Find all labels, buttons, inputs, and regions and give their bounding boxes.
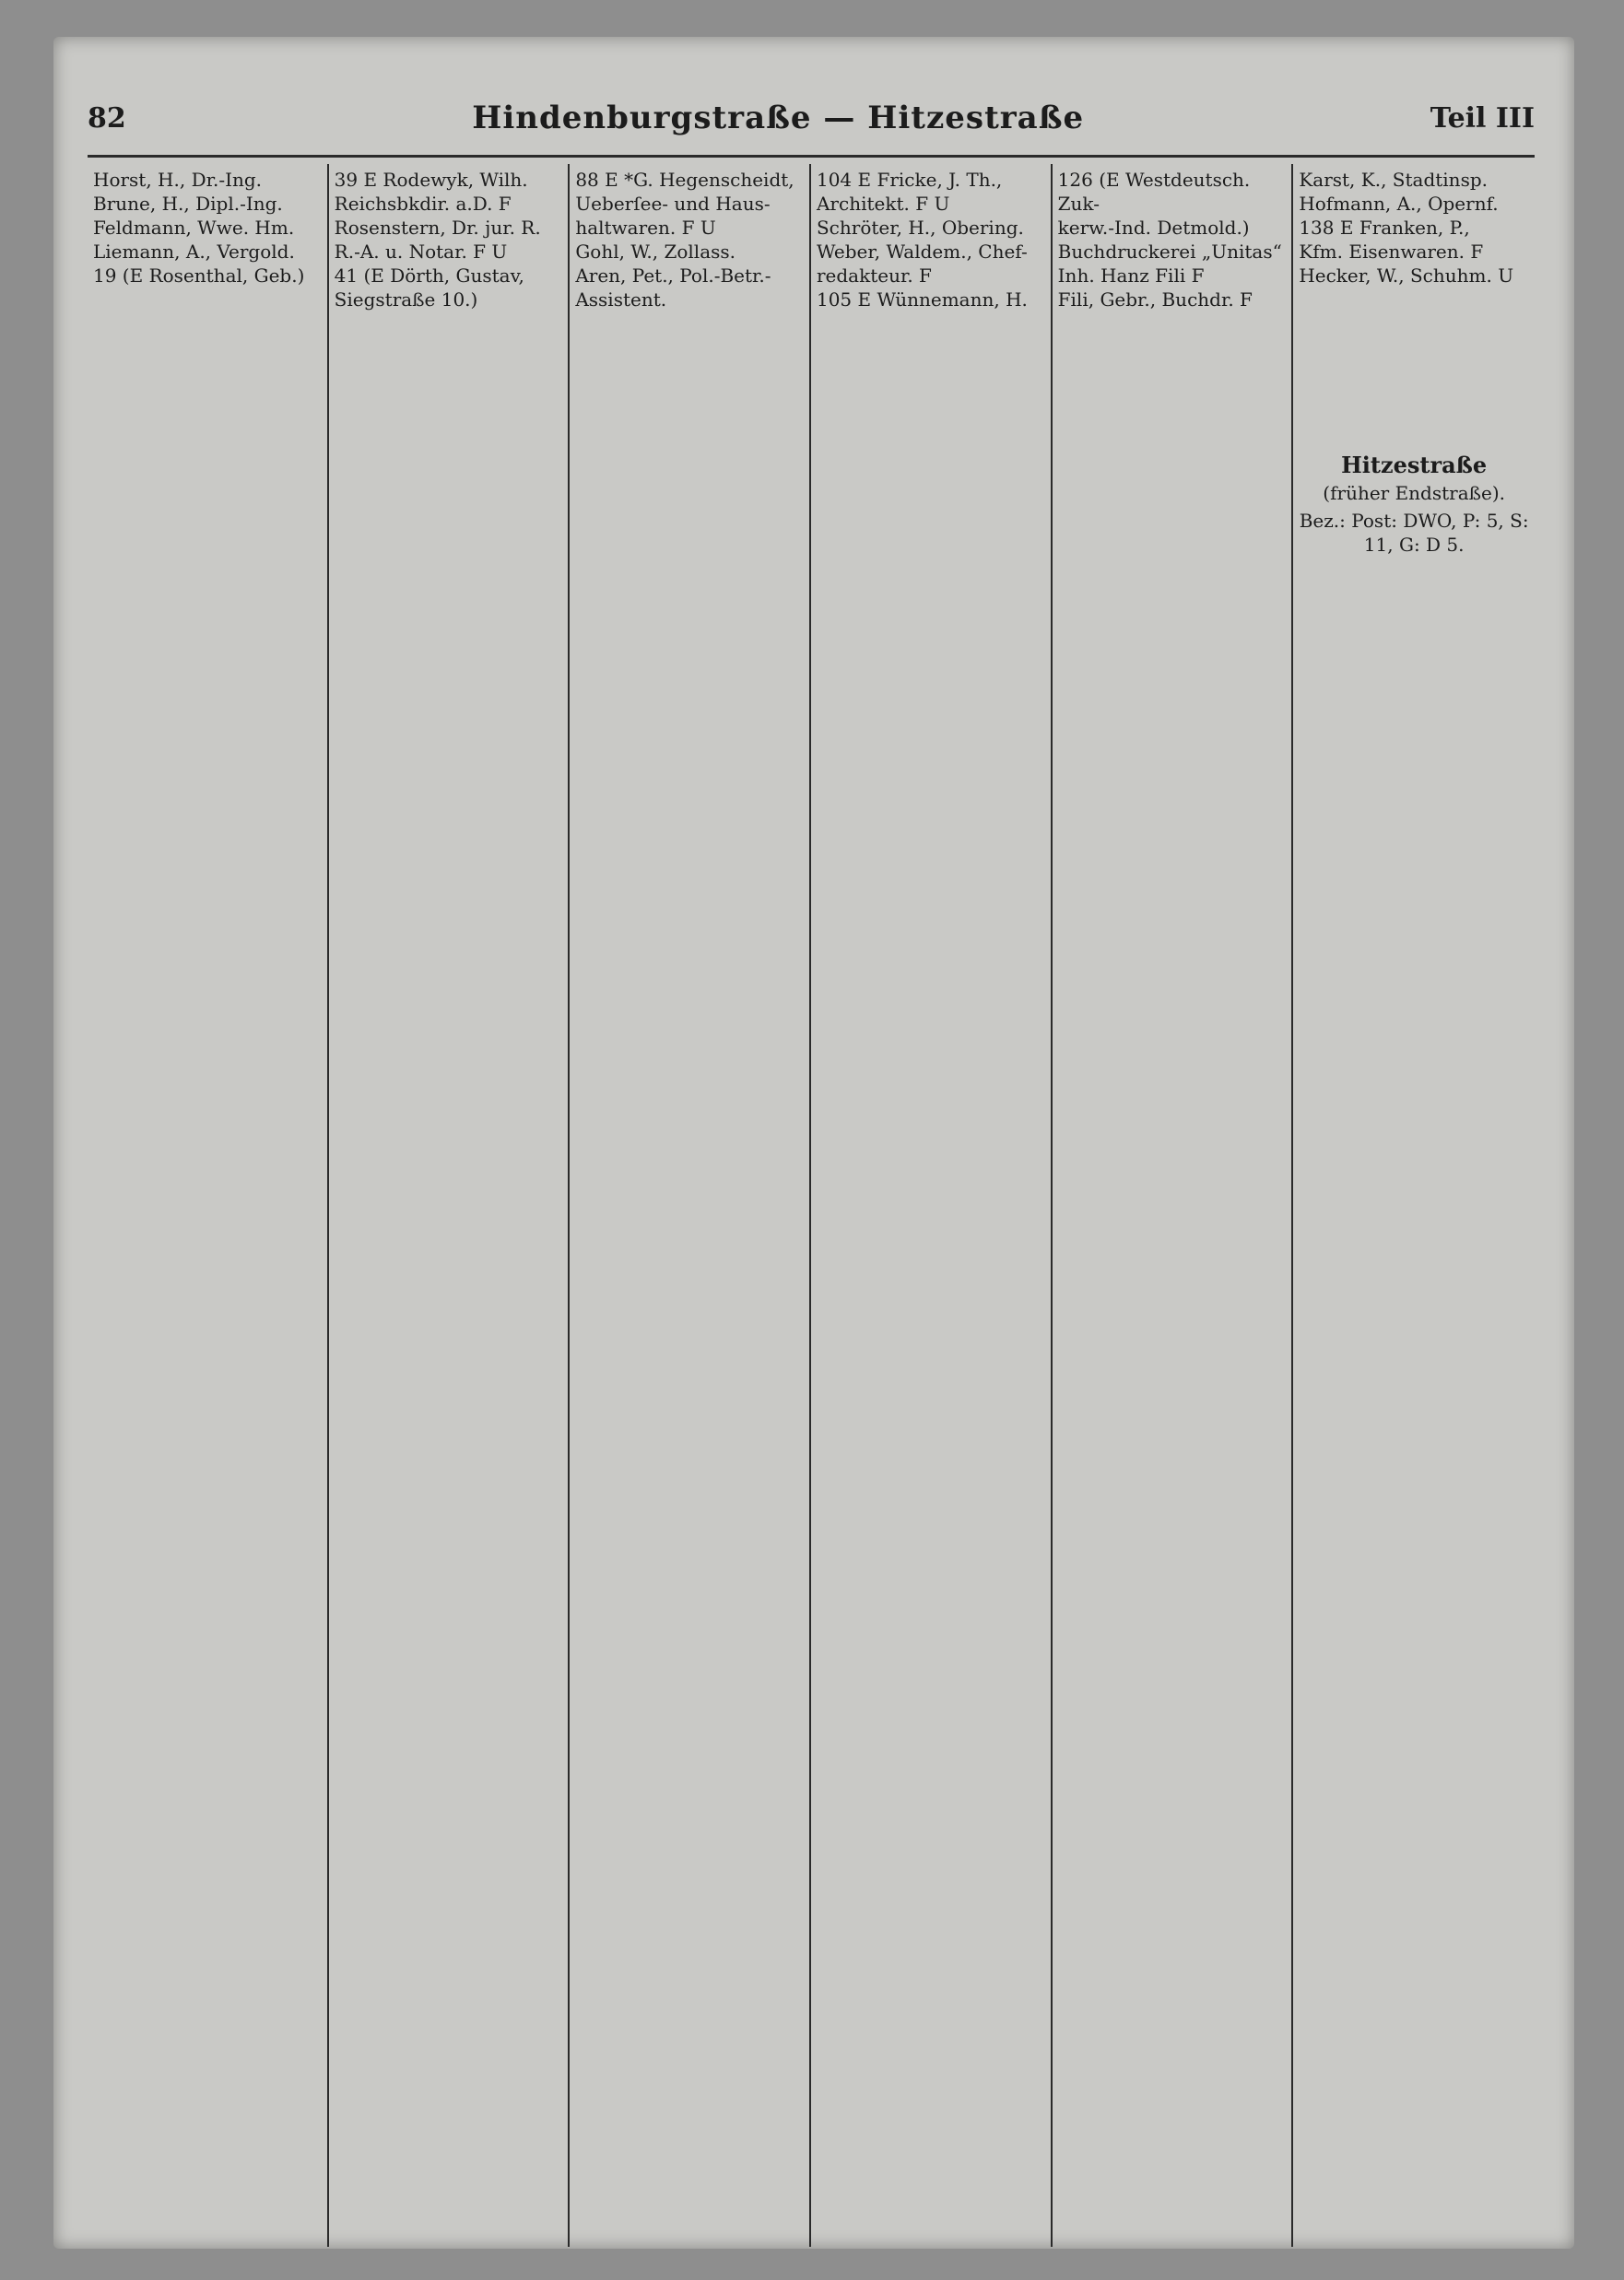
- column-1: [88, 164, 329, 2247]
- directory-entry: Weber, Waldem., Chef-: [816, 241, 1028, 263]
- directory-entry: R.-A. u. Notar. F U: [334, 241, 508, 263]
- directory-entry: redakteur. F: [816, 264, 932, 287]
- column-3: [570, 164, 811, 2247]
- header-rule: [88, 155, 1535, 158]
- directory-entry: Kfm. Eisenwaren. F: [1299, 241, 1484, 263]
- running-header: [88, 90, 1535, 146]
- directory-entry: Feldmann, Wwe. Hm.: [93, 217, 295, 239]
- part-label: Teil III: [1430, 101, 1535, 135]
- directory-entry: Hecker, W., Schuhm. U: [1299, 264, 1514, 287]
- section-info: Bez.: Post: DWO, P: 5, S: 11, G: D 5.: [1299, 510, 1529, 556]
- page-title: Hindenburgstraße — Hitzestraße: [472, 100, 1085, 136]
- directory-entry: Hofmann, A., Opernf.: [1299, 193, 1499, 215]
- columns: [88, 164, 1535, 2247]
- column-5: [1053, 164, 1294, 2247]
- directory-entry: 88 E *G. Hegenscheidt,: [575, 169, 794, 191]
- directory-entry: 138 E Franken, P.,: [1299, 217, 1470, 239]
- section-title: Hitzestraße: [1341, 452, 1488, 478]
- directory-entry: Rosenstern, Dr. jur. R.: [334, 217, 541, 239]
- directory-entry: 105 E Wünnemann, H.: [816, 288, 1028, 311]
- directory-entry: haltwaren. F U: [575, 217, 716, 239]
- directory-entry: Siegstraße 10.): [334, 288, 478, 311]
- directory-entry: kerw.-Ind. Detmold.): [1057, 217, 1250, 239]
- page-number: 82: [88, 101, 126, 135]
- directory-entry: 126 (E Westdeutsch. Zuk-: [1057, 169, 1256, 215]
- directory-entry: Inh. Hanz Fili F: [1057, 264, 1205, 287]
- directory-entry: Gohl, W., Zollass.: [575, 241, 736, 263]
- directory-entry: Aren, Pet., Pol.-Betr.-: [575, 264, 771, 287]
- directory-entry: Buchdruckerei „Unitas“: [1057, 241, 1282, 263]
- directory-entry: Karst, K., Stadtinsp.: [1299, 169, 1488, 191]
- directory-entry: Fili, Gebr., Buchdr. F: [1057, 288, 1253, 311]
- directory-entry: 19 (E Rosenthal, Geb.): [93, 264, 305, 287]
- directory-entry: Ueberſee- und Haus-: [575, 193, 771, 215]
- directory-entry: Schröter, H., Obering.: [816, 217, 1024, 239]
- section-subtitle: (früher Endstraße).: [1323, 482, 1506, 504]
- directory-entry: 104 E Fricke, J. Th.,: [816, 169, 1003, 191]
- directory-entry: 41 (E Dörth, Gustav,: [334, 264, 524, 287]
- directory-entry: 39 E Rodewyk, Wilh.: [334, 169, 528, 191]
- directory-entry: Horst, H., Dr.-Ing.: [93, 169, 263, 191]
- directory-entry: Brune, H., Dipl.-Ing.: [93, 193, 283, 215]
- column-6: [1293, 164, 1535, 2247]
- directory-entry: Reichsbkdir. a.D. F: [334, 193, 512, 215]
- column-4: [811, 164, 1053, 2247]
- column-2: [329, 164, 571, 2247]
- directory-entry: Liemann, A., Vergold.: [93, 241, 295, 263]
- directory-entry: Architekt. F U: [816, 193, 950, 215]
- directory-entry: Assistent.: [575, 288, 667, 311]
